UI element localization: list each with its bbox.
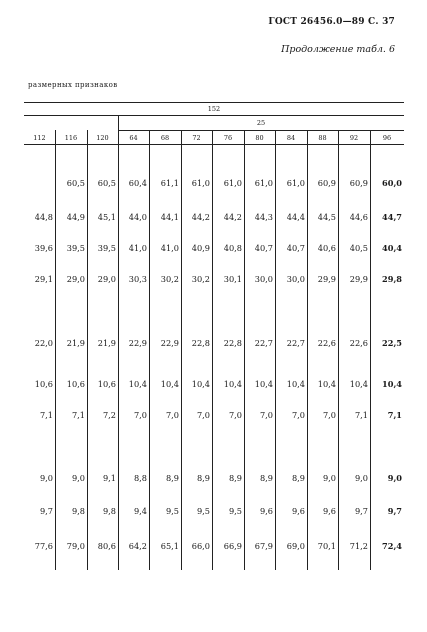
table-cell: 9,0 xyxy=(322,473,336,483)
table-caption: размерных признаков xyxy=(28,81,118,89)
table-cell: 22,7 xyxy=(254,338,273,348)
table-cell: 7,0 xyxy=(291,410,305,420)
table-cell: 9,6 xyxy=(291,506,305,516)
table-cell: 9,0 xyxy=(354,473,368,483)
table-cell: 41,0 xyxy=(128,243,147,253)
table-cell: 69,0 xyxy=(286,541,305,551)
table-top-rule xyxy=(24,102,404,103)
table-cell: 44,9 xyxy=(66,212,85,222)
table-cell: 9,8 xyxy=(102,506,116,516)
table-cell: 22,5 xyxy=(382,338,402,348)
column-divider xyxy=(370,130,371,570)
table-cell: 30,3 xyxy=(128,274,147,284)
table-cell: 9,4 xyxy=(133,506,147,516)
table-cell: 10,4 xyxy=(349,379,368,389)
table-cell: 40,7 xyxy=(286,243,305,253)
table-cell: 61,0 xyxy=(191,178,210,188)
table-cell: 60,5 xyxy=(97,178,116,188)
table-cell: 61,0 xyxy=(254,178,273,188)
column-header: 112 xyxy=(33,134,46,142)
table-cell: 10,4 xyxy=(286,379,305,389)
table-cell: 44,0 xyxy=(128,212,147,222)
table-cell: 44,7 xyxy=(382,212,402,222)
table-cell: 22,9 xyxy=(128,338,147,348)
table-cell: 9,7 xyxy=(387,506,402,516)
subgroup-label: 25 xyxy=(256,119,266,127)
table-cell: 66,0 xyxy=(191,541,210,551)
table-cell: 22,9 xyxy=(160,338,179,348)
table-cell: 22,6 xyxy=(349,338,368,348)
table-cell: 45,1 xyxy=(97,212,116,222)
table-cell: 44,2 xyxy=(191,212,210,222)
table-cell: 10,4 xyxy=(160,379,179,389)
table-cell: 44,5 xyxy=(317,212,336,222)
column-divider xyxy=(275,130,276,570)
table-cell: 10,6 xyxy=(97,379,116,389)
table-cell: 30,2 xyxy=(160,274,179,284)
table-cell: 29,1 xyxy=(34,274,53,284)
table-cell: 60,0 xyxy=(382,178,402,188)
column-header: 72 xyxy=(192,134,201,142)
table-cell: 9,6 xyxy=(259,506,273,516)
subgroup-header-rule xyxy=(118,130,404,131)
table-cell: 9,5 xyxy=(228,506,242,516)
table-cell: 10,4 xyxy=(254,379,273,389)
table-cell: 67,9 xyxy=(254,541,273,551)
table-cell: 44,8 xyxy=(34,212,53,222)
table-cell: 8,9 xyxy=(259,473,273,483)
table-cell: 7,0 xyxy=(196,410,210,420)
table-cell: 9,6 xyxy=(322,506,336,516)
table-cell: 7,0 xyxy=(165,410,179,420)
table-cell: 29,9 xyxy=(349,274,368,284)
table-cell: 44,1 xyxy=(160,212,179,222)
column-divider xyxy=(244,130,245,570)
group-label: 152 xyxy=(207,105,221,113)
table-cell: 60,9 xyxy=(317,178,336,188)
table-cell: 10,6 xyxy=(66,379,85,389)
table-cell: 39,5 xyxy=(66,243,85,253)
table-cell: 80,6 xyxy=(97,541,116,551)
table-cell: 10,4 xyxy=(128,379,147,389)
table-cell: 40,7 xyxy=(254,243,273,253)
table-cell: 41,0 xyxy=(160,243,179,253)
table-cell: 8,9 xyxy=(228,473,242,483)
table-cell: 61,1 xyxy=(160,178,179,188)
table-cell: 72,4 xyxy=(382,541,402,551)
table-cell: 9,8 xyxy=(71,506,85,516)
table-cell: 22,8 xyxy=(223,338,242,348)
table-cell: 70,1 xyxy=(317,541,336,551)
table-cell: 66,9 xyxy=(223,541,242,551)
table-cell: 29,0 xyxy=(66,274,85,284)
table-cell: 9,7 xyxy=(354,506,368,516)
table-cell: 9,7 xyxy=(39,506,53,516)
table-cell: 29,0 xyxy=(97,274,116,284)
table-cell: 10,4 xyxy=(223,379,242,389)
column-divider xyxy=(55,130,56,570)
column-divider xyxy=(118,130,119,570)
column-header: 96 xyxy=(382,134,392,142)
table-cell: 22,7 xyxy=(286,338,305,348)
column-header: 76 xyxy=(223,134,233,142)
table-cell: 21,9 xyxy=(97,338,116,348)
table-cell: 65,1 xyxy=(160,541,179,551)
column-header: 88 xyxy=(318,134,327,142)
column-header: 80 xyxy=(255,134,264,142)
table-cell: 8,9 xyxy=(196,473,210,483)
table-cell: 9,0 xyxy=(39,473,53,483)
table-cell: 7,0 xyxy=(133,410,147,420)
column-header: 84 xyxy=(286,134,296,142)
table-cell: 39,6 xyxy=(34,243,53,253)
table-cell: 60,4 xyxy=(128,178,147,188)
table-cell: 40,4 xyxy=(382,243,402,253)
table-cell: 44,4 xyxy=(286,212,305,222)
table-cell: 79,0 xyxy=(66,541,85,551)
table-cell: 77,6 xyxy=(34,541,53,551)
table-cell: 7,1 xyxy=(39,410,53,420)
table-cell: 22,0 xyxy=(34,338,53,348)
table-cell: 8,8 xyxy=(133,473,147,483)
table-cell: 7,2 xyxy=(102,410,116,420)
table-cell: 10,4 xyxy=(382,379,402,389)
column-header: 64 xyxy=(129,134,138,142)
table-cell: 9,0 xyxy=(387,473,402,483)
table-cell: 30,0 xyxy=(286,274,305,284)
table-cell: 30,2 xyxy=(191,274,210,284)
group-header-rule xyxy=(24,115,404,116)
column-header: 120 xyxy=(96,134,109,142)
table-cell: 29,9 xyxy=(317,274,336,284)
table-cell: 60,9 xyxy=(349,178,368,188)
table-cell: 61,0 xyxy=(223,178,242,188)
table-cell: 8,9 xyxy=(291,473,305,483)
column-divider xyxy=(87,130,88,570)
table-cell: 29,8 xyxy=(382,274,402,284)
table-continuation-label: Продолжение табл. 6 xyxy=(281,44,395,55)
column-divider xyxy=(212,130,213,570)
table-cell: 44,3 xyxy=(254,212,273,222)
column-header: 116 xyxy=(64,134,78,142)
column-divider xyxy=(338,130,339,570)
table-cell: 7,0 xyxy=(228,410,242,420)
table-cell: 7,1 xyxy=(354,410,368,420)
table-cell: 30,0 xyxy=(254,274,273,284)
table-cell: 44,6 xyxy=(349,212,368,222)
column-header: 92 xyxy=(349,134,359,142)
table-cell: 10,4 xyxy=(317,379,336,389)
column-header-rule xyxy=(24,144,404,145)
table-cell: 7,0 xyxy=(259,410,273,420)
table-cell: 39,5 xyxy=(97,243,116,253)
table-cell: 7,1 xyxy=(71,410,85,420)
table-cell: 64,2 xyxy=(128,541,147,551)
table-cell: 30,1 xyxy=(223,274,242,284)
table-cell: 22,6 xyxy=(317,338,336,348)
column-header: 68 xyxy=(160,134,170,142)
table-cell: 10,4 xyxy=(191,379,210,389)
table-cell: 7,1 xyxy=(387,410,402,420)
table-cell: 60,5 xyxy=(66,178,85,188)
table-cell: 44,2 xyxy=(223,212,242,222)
table-cell: 40,8 xyxy=(223,243,242,253)
table-cell: 40,9 xyxy=(191,243,210,253)
column-divider xyxy=(307,130,308,570)
table-cell: 7,0 xyxy=(322,410,336,420)
table-cell: 40,5 xyxy=(349,243,368,253)
table-cell: 22,8 xyxy=(191,338,210,348)
table-cell: 9,0 xyxy=(71,473,85,483)
table-cell: 8,9 xyxy=(165,473,179,483)
page-header-standard: ГОСТ 26456.0—89 С. 37 xyxy=(268,17,395,27)
table-cell: 10,6 xyxy=(34,379,53,389)
table-cell: 9,5 xyxy=(196,506,210,516)
table-cell: 61,0 xyxy=(286,178,305,188)
table-cell: 9,5 xyxy=(165,506,179,516)
table-cell: 71,2 xyxy=(349,541,368,551)
column-divider xyxy=(149,130,150,570)
table-cell: 9,1 xyxy=(102,473,116,483)
table-cell: 21,9 xyxy=(66,338,85,348)
table-cell: 40,6 xyxy=(317,243,336,253)
column-divider xyxy=(181,130,182,570)
